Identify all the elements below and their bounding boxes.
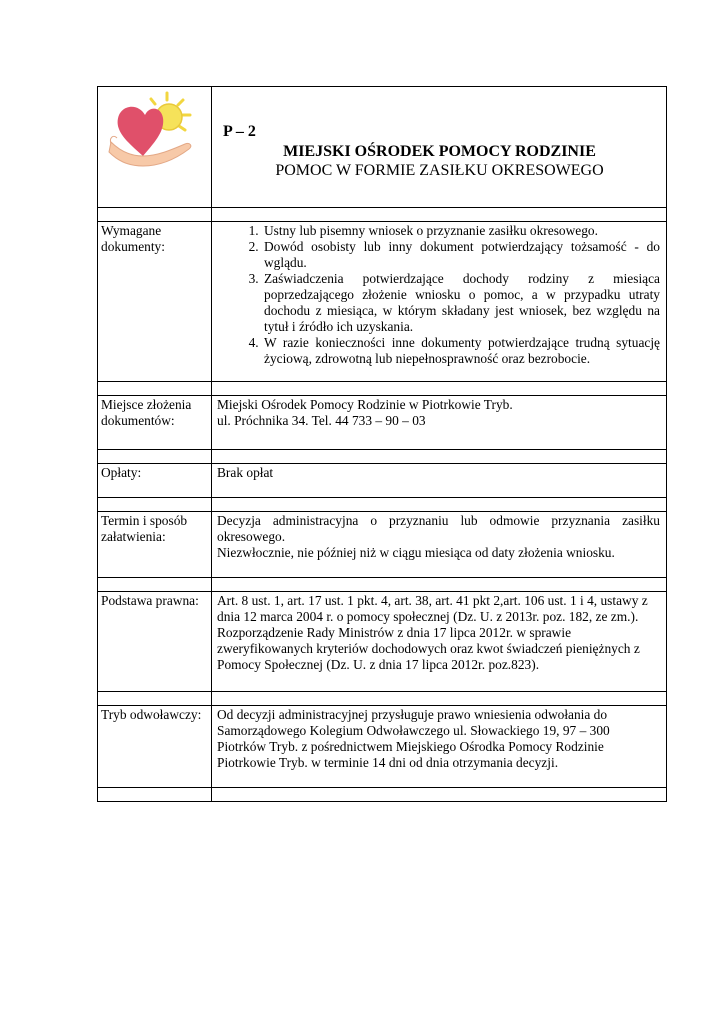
form-code: P – 2	[223, 123, 256, 140]
spacer-row	[98, 208, 667, 222]
spacer-row	[98, 450, 667, 464]
term-row	[98, 512, 667, 578]
term-line-2: Niezwłocznie, nie później niż w ciągu miesiąca od daty złożenia wniosku.	[217, 545, 615, 560]
legal-row	[98, 592, 667, 692]
spacer-row	[98, 382, 667, 396]
heart-sun-hand-logo	[105, 90, 199, 176]
spacer-row	[98, 498, 667, 512]
place-line-1: Miejski Ośrodek Pomocy Rodzinie w Piotrkowie Tryb.	[217, 397, 513, 412]
place-line-2: ul. Próchnika 34. Tel. 44 733 – 90 – 03	[217, 413, 426, 428]
header-row	[98, 87, 667, 208]
info-table	[97, 86, 667, 802]
appeal-text: Od decyzji administracyjnej przysługuje prawo wniesienia odwołania do Samorządowego Kolegium Odwoławczego ul. Słowackiego 19, 97 – 300 Piotrków Tryb. z pośrednictwem Miejskiego Ośrodka Pomocy Rodzinie Piotrkowie Tryb. w terminie 14 dni od dnia otrzymania decyzji.	[217, 707, 610, 770]
list-item: 1. Ustny lub pisemny wniosek o przyznanie zasiłku okresowego.	[262, 223, 660, 239]
logo-cell	[98, 87, 212, 208]
appeal-row	[98, 706, 667, 788]
legal-value	[212, 592, 667, 692]
form-title: POMOC W FORMIE ZASIŁKU OKRESOWEGO	[275, 162, 604, 179]
document-form	[97, 86, 667, 802]
documents-row	[98, 222, 667, 382]
appeal-value	[212, 706, 667, 788]
term-value	[212, 512, 667, 578]
header-text-cell	[212, 87, 667, 208]
place-label: Miejsce złożenia dokumentów:	[98, 396, 212, 450]
fees-row	[98, 464, 667, 498]
documents-list	[217, 223, 660, 367]
documents-label: Wymagane dokumenty:	[98, 222, 212, 382]
place-row	[98, 396, 667, 450]
list-item: 4. W razie konieczności inne dokumenty potwierdzające trudną sytuację życiową, zdrowotną lub niepełnosprawność oraz bezrobocie.	[262, 335, 660, 367]
term-line-1: Decyzja administracyjna o przyznaniu lub odmowie przyznania zasiłku okresowego.	[217, 513, 660, 544]
spacer-row	[98, 692, 667, 706]
legal-line-1: Art. 8 ust. 1, art. 17 ust. 1 pkt. 4, art. 38, art. 41 pkt 2,art. 106 ust. 1 i 4, ustawy z dnia 12 marca 2004 r. o pomocy społecznej (Dz. U. z 2013r. poz. 182, ze zm.).	[217, 593, 648, 624]
spacer-row	[98, 788, 667, 802]
term-label: Termin i sposób załatwienia:	[98, 512, 212, 578]
place-value	[212, 396, 667, 450]
fees-label: Opłaty:	[98, 464, 212, 498]
list-item: 3. Zaświadczenia potwierdzające dochody rodziny z miesiąca poprzedzającego złożenie wniosku o pomoc, a w przypadku utraty dochodu z miesiąca, w którym składany jest wniosek, bez względu na tytuł i źródło ich uzyskania.	[262, 271, 660, 335]
appeal-label: Tryb odwoławczy:	[98, 706, 212, 788]
documents-value	[212, 222, 667, 382]
legal-line-2: Rozporządzenie Rady Ministrów z dnia 17 lipca 2012r. w sprawie zweryfikowanych kryteriów dochodowych oraz kwot świadczeń pieniężnych z Pomocy Społecznej (Dz. U. z dnia 17 lipca 2012r. poz.823).	[217, 625, 640, 672]
organization-name: MIEJSKI OŚRODEK POMOCY RODZINIE	[283, 143, 596, 160]
spacer-row	[98, 578, 667, 592]
fees-value: Brak opłat	[212, 464, 667, 498]
legal-label: Podstawa prawna:	[98, 592, 212, 692]
list-item: 2. Dowód osobisty lub inny dokument potwierdzający tożsamość - do wglądu.	[262, 239, 660, 271]
